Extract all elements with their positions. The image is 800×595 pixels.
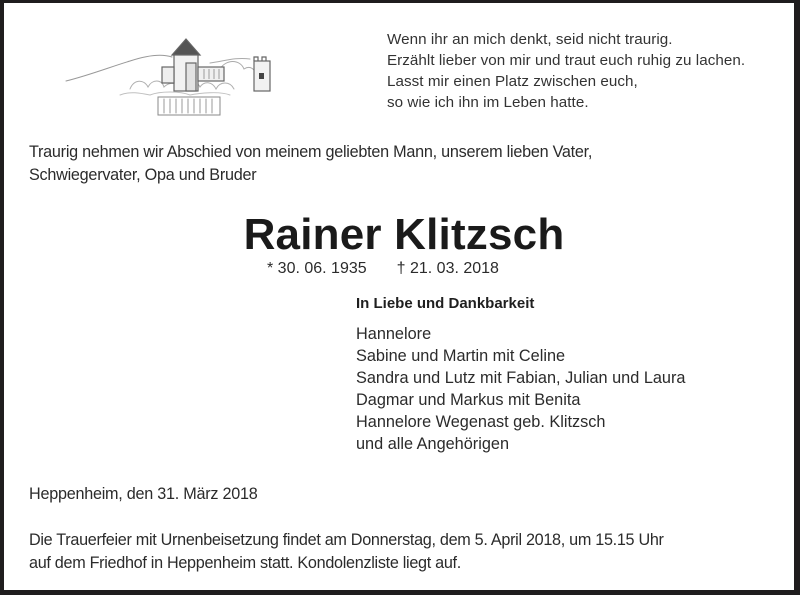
life-dates (267, 258, 499, 280)
castle-sketch-icon (60, 17, 288, 119)
birth-date: * 30. 06. 1935 (267, 260, 367, 277)
family-member: Hannelore (356, 325, 432, 343)
family-list (356, 323, 685, 455)
family-member: Dagmar und Markus mit Benita (356, 391, 581, 409)
poem-line: Erzählt lieber von mir und traut euch ruhig zu lachen. (387, 52, 746, 69)
poem-line: so wie ich ihn im Leben hatte. (387, 94, 589, 111)
deceased-name: Rainer Klitzsch (243, 210, 565, 259)
ceremony-line: auf dem Friedhof in Heppenheim statt. Kondolenzliste liegt auf. (29, 554, 461, 572)
family-member: und alle Angehörigen (356, 435, 509, 453)
family-heading: In Liebe und Dankbarkeit (356, 295, 535, 312)
intro-text (29, 141, 592, 187)
family-member: Sabine und Martin mit Celine (356, 347, 566, 365)
family-member: Hannelore Wegenast geb. Klitzsch (356, 413, 606, 431)
poem-line: Lasst mir einen Platz zwischen euch, (387, 73, 638, 90)
family-member: Sandra und Lutz mit Fabian, Julian und Laura (356, 369, 686, 387)
ceremony-line: Die Trauerfeier mit Urnenbeisetzung findet am Donnerstag, dem 5. April 2018, um 15.15 Uhr (29, 531, 664, 549)
death-date: † 21. 03. 2018 (396, 260, 499, 277)
place-date: Heppenheim, den 31. März 2018 (29, 485, 258, 503)
poem-line: Wenn ihr an mich denkt, seid nicht traurig. (387, 31, 673, 48)
poem (387, 29, 745, 113)
intro-line: Schwiegervater, Opa und Bruder (29, 166, 257, 184)
ceremony-notice (29, 529, 664, 575)
obituary-notice (4, 3, 794, 590)
intro-line: Traurig nehmen wir Abschied von meinem geliebten Mann, unserem lieben Vater, (29, 143, 593, 161)
